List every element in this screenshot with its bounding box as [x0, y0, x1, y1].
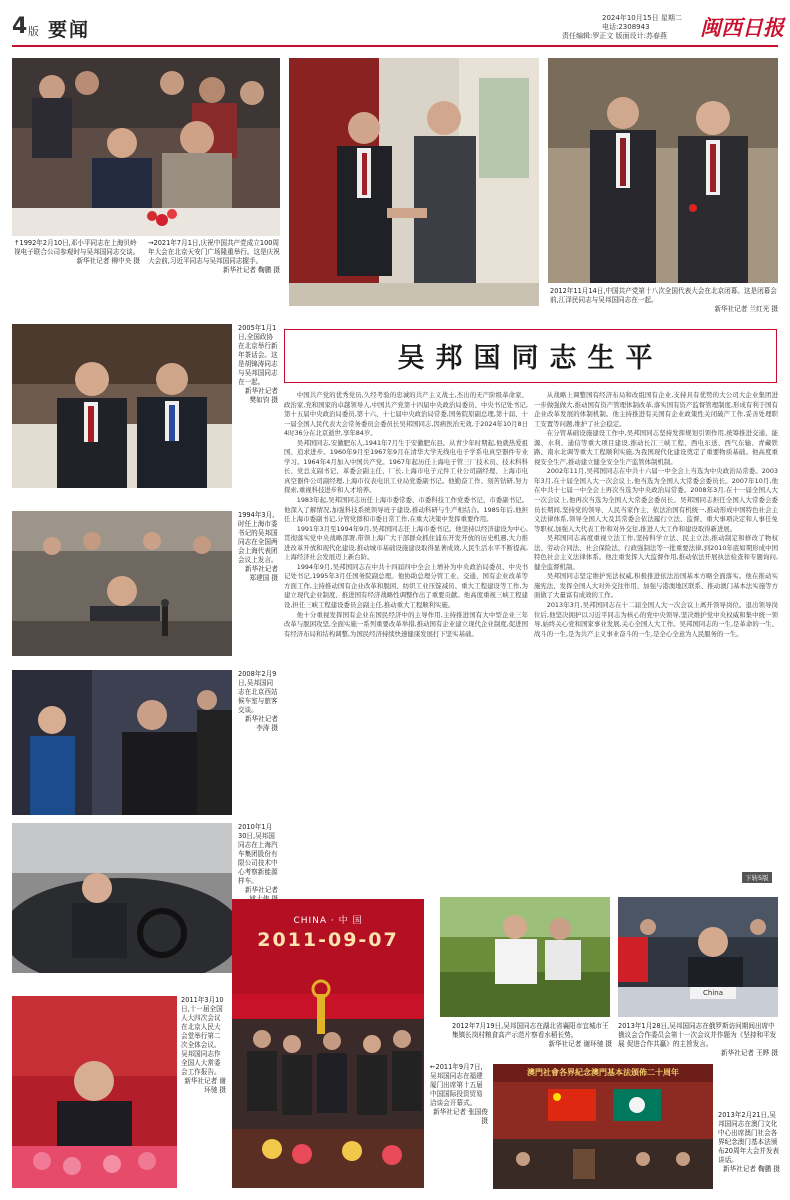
bio-paragraph: 2002年11月,吴邦国同志在中共十六届一中全会上当选为中央政治局常委。2003年3月,在十届全国人大一次会议上,他当选为全国人大常委会委员长。2007年10月,他在中共十七届一中全会上再次当选为中央政治局常委。2008年3月,在十一届全国人大一次会议上,他再次当选为全国人大常委会委员长。吴邦国同志担任全国人大常委会委员长期间,坚持党的领导、人民当家作主、依法治国有机统一,推动形成中国特色社会主义法律体系,领导全国人大及其常委会依法履行立法、监督、重大事项决定和人事任免等职权,加强人大代表工作和对外交往,推进人大工作和建设取得新进展。 [534, 467, 778, 533]
caption-text: 2010年1月30日,吴邦国同志在上海汽车集团股份有限公司技术中心考察新能源样车。 [238, 823, 278, 885]
caption-2011-xiamen [430, 1063, 488, 1126]
caption-credit: 新华社记者 李涛 摄 [245, 715, 278, 732]
caption-credit: 新华社记者 樊如钧 摄 [245, 387, 278, 404]
caption-credit: 新华社记者 鞠鹏 摄 [723, 1165, 780, 1173]
name-sign: China [690, 987, 736, 999]
caption-credit: 新华社记者 谢环驰 摄 [548, 1040, 612, 1048]
photo-2008-beichuan [12, 670, 232, 815]
article-title: 吴邦国同志生平 [397, 343, 664, 374]
photo-2013-macau [493, 1064, 713, 1189]
caption-credit: 新华社记者 郑建国 摄 [245, 565, 278, 582]
photo-2012-rice [440, 897, 610, 1017]
photo-2011-npc [12, 996, 177, 1188]
caption-text: 2012年7月19日,吴邦国同志在湖北省襄阳市宜城市王集镇长岗村粮食高产示范片察看水稻长势。 [452, 1022, 609, 1039]
caption-text: 2005年1月1日,全国政协在北京举行新年茶话会。这是胡锦涛同志与吴邦国同志在一起。 [238, 324, 278, 386]
photo-2012-congress [548, 58, 778, 283]
bio-paragraph: 1983年起,吴邦国同志历任上海市委常委、市委科技工作党委书记、市委副书记。他深入了解情况,加强科技系统领导班子建设,推动科研与生产相结合。1985年后,他担任上海市委副书记,分管党群和市委日常工作,在重大决策中发挥重要作用。 [284, 496, 528, 524]
caption-credit: 新华社记者 谢环驰 摄 [184, 1077, 226, 1094]
caption-2011-npc [181, 996, 226, 1095]
bio-paragraph: 中国共产党的优秀党员,久经考验的忠诚的共产主义战士,杰出的无产阶级革命家、政治家,党和国家的卓越领导人,中国共产党第十四届中央政治局委员、中央书记处书记,第十五届中央政治局委员,第十六、十七届中央政治局常委,国务院原副总理,第十届、十一届全国人民代表大会常务委员会委员长吴邦国同志,因病医治无效,于2024年10月8日4时36分在北京逝世,享年84岁。 [284, 391, 528, 438]
fair-banner: CHINA · 中 国 [293, 916, 363, 926]
caption-text: 1994年3月,时任上海市委书记的吴邦国同志在全国两会上海代表团会议上发言。 [238, 511, 278, 564]
caption-credit: 新华社记者 [245, 886, 278, 894]
photo-2010-car [12, 823, 232, 973]
caption-1994 [238, 511, 278, 583]
fair-date-banner: 2011-09-07 [257, 929, 399, 951]
caption-2013-meeting [618, 1022, 778, 1058]
caption-1992 [14, 239, 140, 266]
photo-2013-meeting [618, 897, 778, 1017]
bio-paragraph: 1994年9月,吴邦国同志在中共十四届四中全会上增补为中央政治局委员、中央书记处书记,1995年3月任国务院副总理。他协助总理分管工业、交通、国有企业改革等方面工作,主持推动国有企业改革和脱困、纺织工业压锭减员、重大工程建设等工作,为建立现代企业制度、推进国有经济战略性调整作出了重要贡献。他高度重视三峡工程建设,担任三峡工程建设委员会副主任,推动重大工程顺利实施。 [284, 562, 528, 610]
macau-banner: 澳門社會各界紀念澳門基本法頒佈二十周年 [527, 1068, 679, 1077]
phone-line: 电话:2308943 [602, 23, 650, 31]
caption-text: ←2011年9月7日,吴邦国同志在福建厦门出席第十五届中国国际投资贸易洽谈会开幕式。 [430, 1063, 483, 1107]
newspaper-logo: 闽西日报 [700, 15, 784, 40]
header-rule [12, 45, 778, 47]
bio-paragraph: 吴邦国同志,安徽肥东人,1941年7月生于安徽肥东县。从青少年时期起,他就热爱祖国、追求进步。1960年9月至1967年9月在清华大学无线电电子学系电真空器件专业学习。1964年4月加入中国共产党。1967年起历任上海电子管三厂技术员、技术科科长、党总支副书记、革委会副主任、厂长,上海市电子元件工业公司副经理、上海市电真空器件公司副经理,上海市仪表电讯工业局党委副书记。他勤奋工作、刻苦钻研,努力探索,重视科技进步和人才培养。 [284, 438, 528, 495]
photo-1992-deng [12, 58, 280, 236]
caption-text: 2008年2月9日,吴邦国同志在北京西站候车室与旅客交谈。 [238, 670, 278, 714]
section-name: 要闻 [48, 19, 91, 41]
bio-paragraph: 从战略上调整国有经济布局和改组国有企业,支持具有优势的大公司大企业集团进一步做强做大,推动国有资产管理体制改革,落实国有资产监督管理制度,形成有利于国有企业改革发展的体制机制。他主持推进有关国有企业政策性关闭破产工作,妥善处理职工安置等问题,维护了社会稳定。 [534, 391, 778, 428]
editor-line: 责任编辑:罗正文 版面设计:苏春燕 [562, 32, 667, 40]
caption-credit: 新华社记者 张国俊 摄 [433, 1108, 488, 1125]
caption-credit: 新华社记者 鞠鹏 摄 [223, 266, 280, 274]
photo-2021-handshake [289, 58, 539, 306]
bio-paragraph: 在分管基础设施建设工作中,吴邦国同志坚持发挥规划引领作用,统筹推进交通、能源、水利、通信等重大项目建设,推动长江三峡工程、西电东送、西气东输、青藏铁路、南水北调等重大工程顺利实施,为我国现代化建设奠定了重要物质基础。他高度重视安全生产,推动建立健全安全生产监管体制机制。 [534, 429, 778, 466]
date-line: 2024年10月15日 星期二 [602, 14, 682, 22]
bio-paragraph: 他十分重视发挥国有企业在国民经济中的主导作用,主持推进国有大中型企业三年改革与脱困攻坚,全面实施一系列重要改革举措,推动国有企业建立现代企业制度,促进国有经济布局和结构调整,为国民经济持续快速健康发展打下坚实基础。 [284, 610, 528, 638]
biography-column-1 [284, 391, 528, 891]
caption-credit: 新华社记者 王晔 摄 [721, 1049, 778, 1057]
photo-2011-xiamen [232, 899, 424, 1188]
caption-credit: 新华社记者 兰红光 摄 [714, 305, 778, 313]
bio-paragraph: 1991年3月至1994年9月,吴邦国同志任上海市委书记。他坚持以经济建设为中心,贯彻落实党中央战略部署,带领上海广大干部群众抓住浦东开发开放的历史机遇,大力推进改革开放和现代化建设,推动城市基础设施建设取得显著成效,人民生活水平不断提高,上海经济社会发展迈上新台阶。 [284, 524, 528, 562]
caption-text: 2011年3月10日,十一届全国人大四次会议在北京人民大会堂举行第二次全体会议。吴邦国同志作全国人大常委会工作报告。 [181, 996, 224, 1076]
caption-2021 [148, 239, 280, 275]
caption-2013-macau [718, 1111, 780, 1174]
page-number: 4 [12, 14, 28, 39]
caption-2005 [238, 324, 278, 405]
caption-text: →2021年7月1日,庆祝中国共产党成立100周年大会在北京天安门广场隆重举行。这是庆祝大会前,习近平同志与吴邦国同志握手。 [148, 239, 280, 265]
caption-text: 2012年11月14日,中国共产党第十八次全国代表大会在北京闭幕。这是闭幕会前,江泽民同志与吴邦国同志在一起。 [550, 287, 777, 304]
continued-tag: 下转5版 [742, 872, 772, 883]
caption-text: 2013年2月21日,吴邦国同志在澳门文化中心出席澳门社会各界纪念澳门基本法颁布20周年大会并发表讲话。 [718, 1111, 780, 1164]
caption-2008 [238, 670, 278, 733]
caption-text: ↑1992年2月10日,邓小平同志在上海贝岭视电子联合公司参观时与吴邦国同志交谈。 [14, 239, 140, 256]
caption-text: 2013年1月28日,吴邦国同志在俄罗斯访问期间出席中俄议会合作委员会第十一次会议并作题为《坚持和平发展 促进合作共赢》的主旨发言。 [618, 1022, 777, 1048]
photo-2005-plenary [12, 324, 232, 488]
page-suffix: 版 [28, 25, 39, 38]
biography-column-2 [534, 391, 778, 869]
photo-1994-office [12, 511, 232, 656]
caption-2012-congress [550, 287, 778, 314]
masthead [12, 10, 784, 44]
bio-paragraph: 吴邦国同志坚定维护宪法权威,积极推进依法治国基本方略全面落实。他在推动实施宪法、发挥全国人大对外交往作用、加强与港澳地区联系、推动澳门基本法实施等方面做了大量富有成效的工作。 [534, 572, 778, 600]
caption-credit: 新华社记者 柳中央 摄 [76, 257, 140, 265]
caption-2012-rice [452, 1022, 612, 1049]
caption-2010 [238, 823, 278, 904]
bio-paragraph: 吴邦国同志高度重视立法工作,坚持科学立法、民主立法,推动制定和修改了物权法、劳动合同法、社会保险法、行政强制法等一批重要法律,到2010年底如期形成中国特色社会主义法律体系。他注重发挥人大监督作用,推动依法开展执法检查和专题询问,健全监督机制。 [534, 534, 778, 571]
bio-paragraph: 2013年3月,吴邦国同志在十二届全国人大一次会议上离开领导岗位。退出领导岗位后,他坚决拥护以习近平同志为核心的党中央领导,坚决维护党中央权威和集中统一领导,始终关心党和国家事业发展,关心全国人大工作。吴邦国同志的一生,是革命的一生、战斗的一生,是为共产主义事业奋斗的一生,是全心全意为人民服务的一生。 [534, 601, 778, 638]
